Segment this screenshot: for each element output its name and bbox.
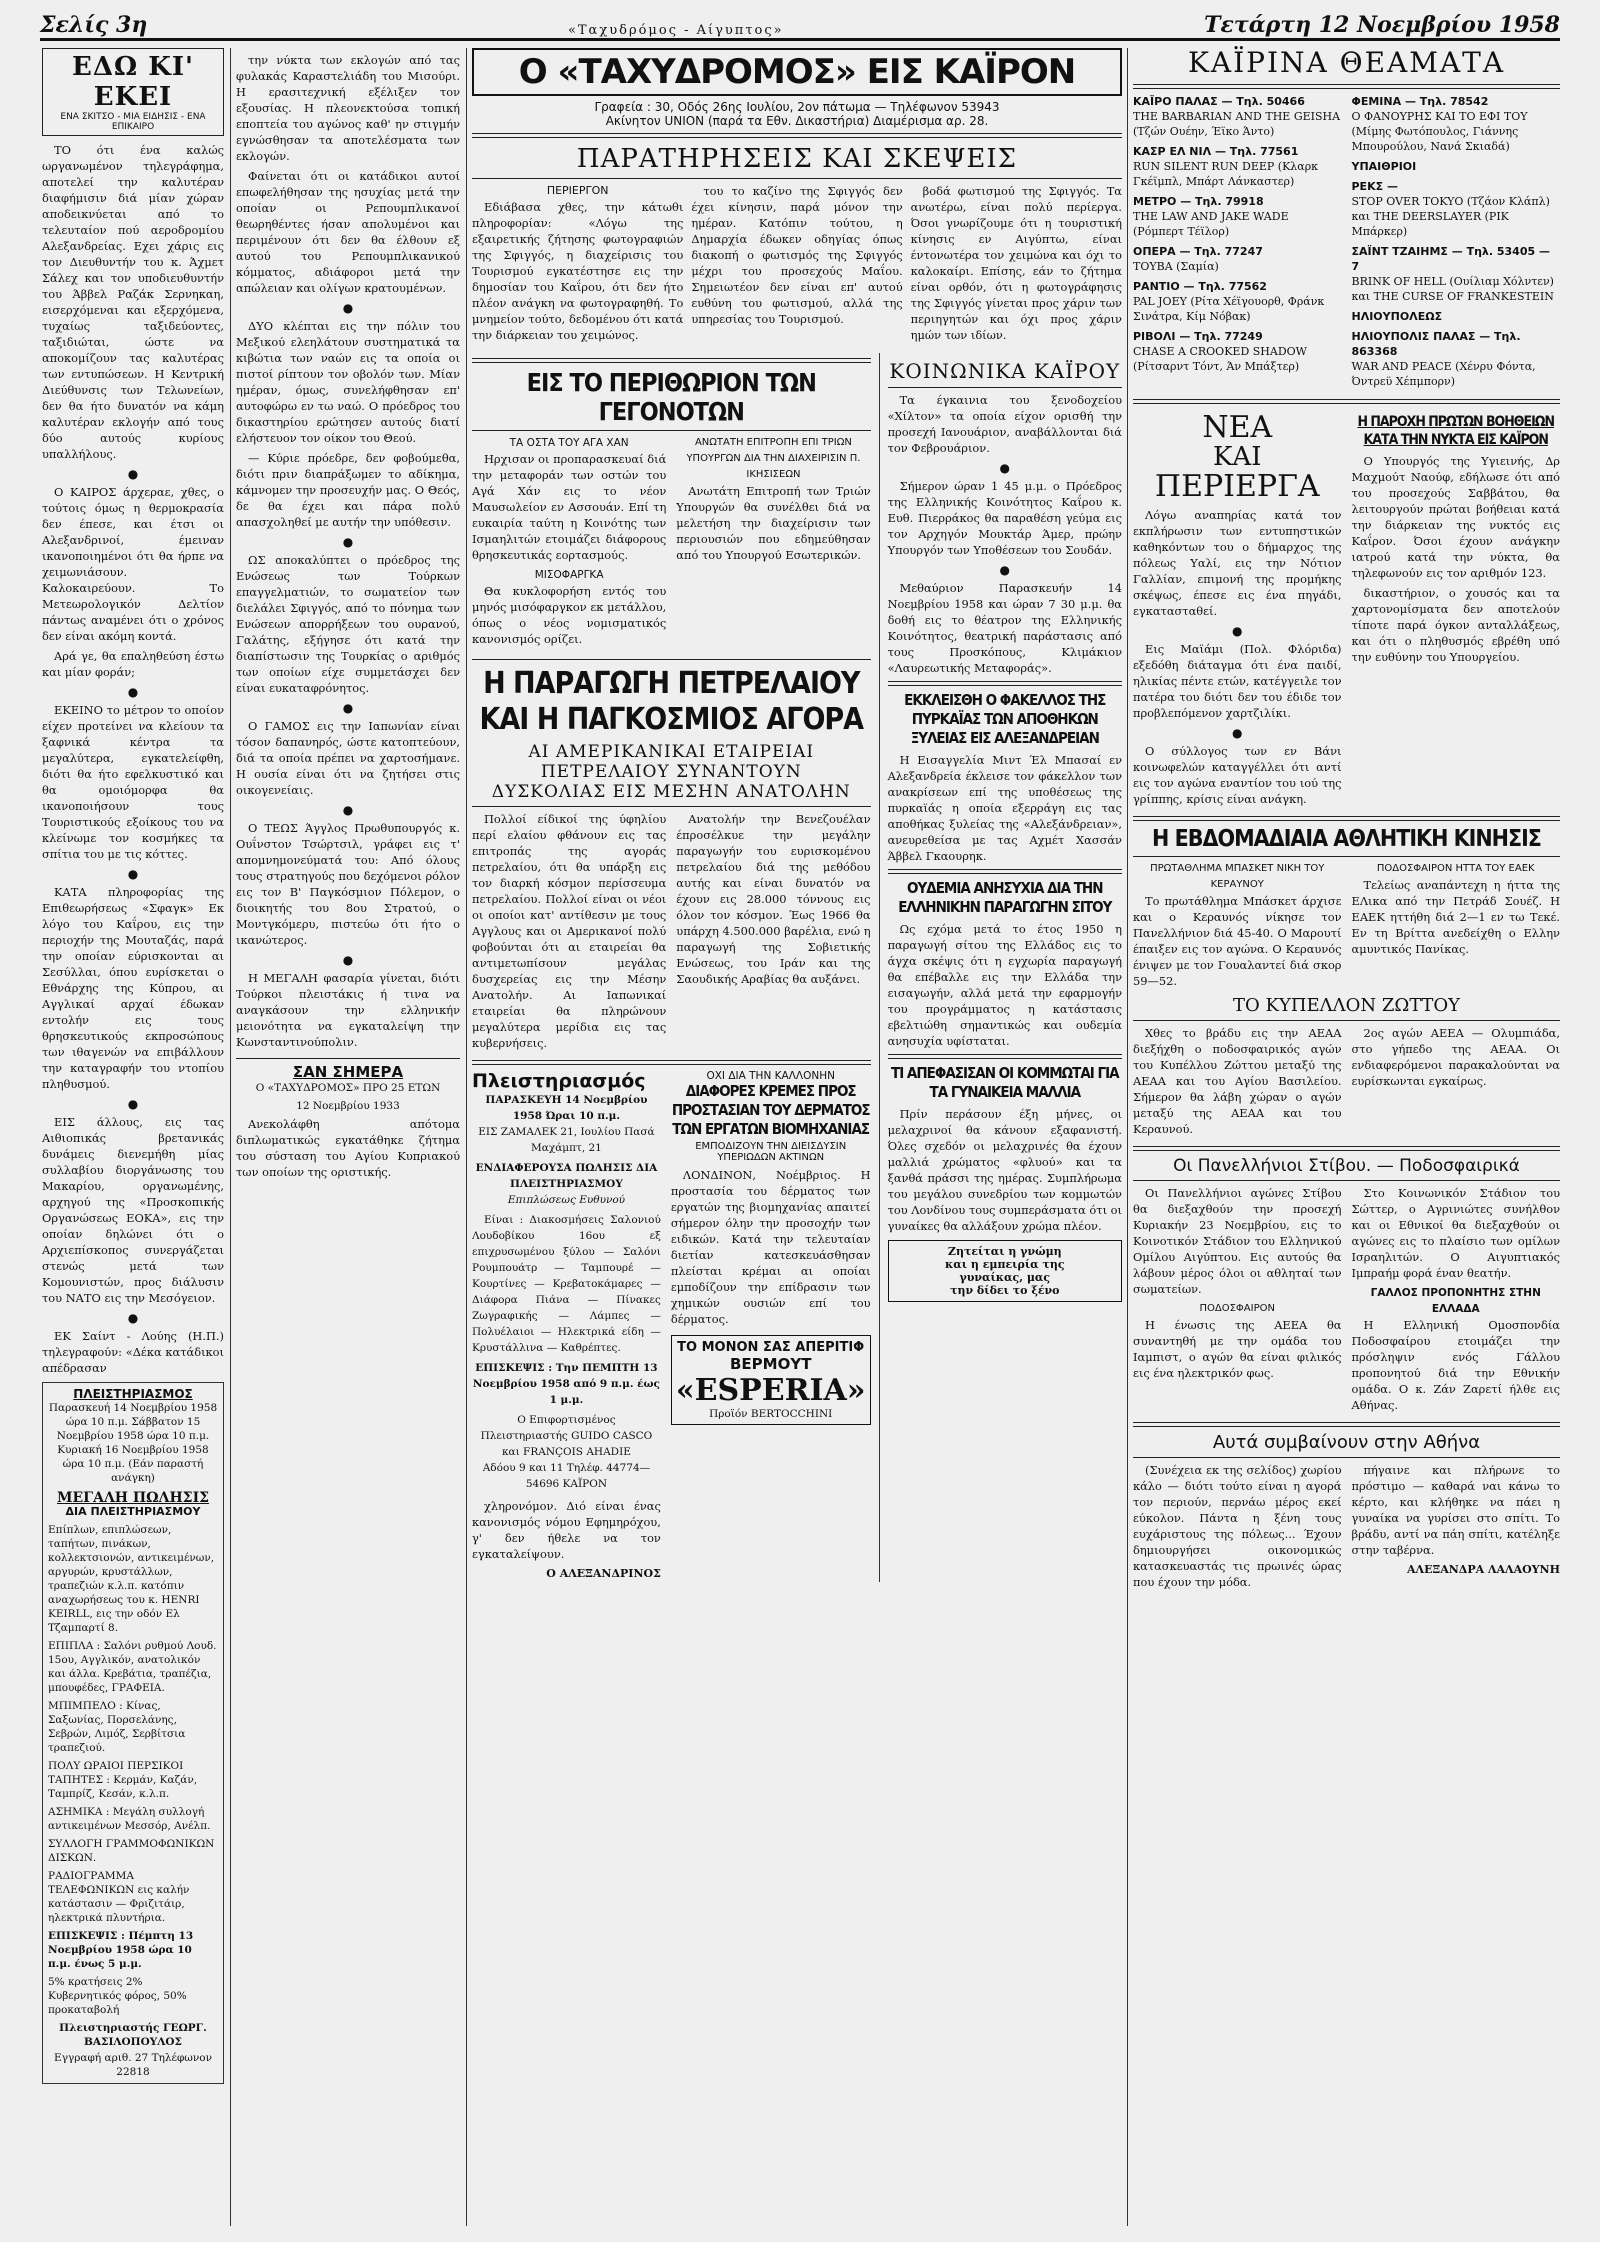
cinema-name: ΚΑΣΡ ΕΛ ΝΙΛ — Τηλ. 77561 [1133, 145, 1299, 158]
paragraph: του το καζίνο της Σφιγγός δεν έχει κίνησιν, παρά μόνον την ημέραν. Κατόπιν τούτου, η Δημαρχία έδωκεν οδηγίας όπως διακοπή ο φωτισμός της Σφιγγός μέχρι του προσεχούς Μαΐου. Σημειωτέον δεν είναι επ' αυτού ευθύνη του φωτισμού, αλλά της υπηρεσίας του Τουρισμού. [691, 184, 903, 326]
paragraph: ΚΑΤΑ πληροφορίας της Επιθεωρήσεως «Σφαγκ» Εκ λόγο του Καΐρου, εις την περιοχήν της Μουταζάς, παρά την οποίαν εύρισκονται αι Σεσύλλαι, όπου ευρίσκεται ο Εθνάρχης της Κύπρου, αι Αγγλικαί αρχαί έδωκαν εντολήν εις τους θρησκευτικούς εκπροσώπους των ιθαγενών να επιβάλλουν την καταγραφήν του ντοπίου πληθυσμού. [42, 885, 224, 1091]
paragraph: βοδά φωτισμού της Σφιγγός. Τα ανωτέρω, είναι πολύ περίεργα. Όσοι γνωρίζουμε ότι η τουριστική κίνησις εν Αιγύπτω, είναι έντονωτέρα τον χειμώνα και όχι το καλοκαίρι. Επίσης, εάν το ζήτημα είναι ορθόν, ότι η φωτογράφησις της Σφιγγός γίνεται προς χάριν των περιηγητών και όχι προς χάριν ημών των ιδίων. [910, 184, 1122, 342]
paragraph: Θα κυκλοφορήση εντός του μηνός μισόφαργκον εκ μετάλλου, όπως ο νέος νομισματικός κανονισμός ορίζει. [472, 584, 667, 646]
paragraph: Η ΜΕΓΑΛΗ φασαρία γίνεται, διότι Τούρκοι πλειστάκις ή τινα να αναγκάσουν την ελληνικήν μειονότητα να εγκαταλείψη την Κωνσταντινούπολιν. [236, 971, 460, 1049]
paragraph: Πολλοί είδικοί της ύφηλίου περί ελαίου φθάνουν εις τας επιτροπάς της αγοράς πετρελαίου, ότι θα υπάρξη εις τον διαρκή κόσμον περίσσευμα πετρελαίου. Πολλοί είναι οι νέοι οι οποίοι κατ' αντίθεσιν με τους Αγγλους και οι Αμερικανοί πολύ φοβούνται ότι αι εταιρείαι θα αντιμετωπίσουν μεγάλας δυσχερείας εις την Μέσην Ανατολήν. Αι Ιαπωνικαί εταιρείαι θα πληρώνουν μεγαλύτερα μερίδια εις τας κυβερνήσεις. [472, 812, 667, 1050]
cream-subhead: ΕΜΠΟΔΙΖΟΥΝ ΤΗΝ ΔΙΕΙΣΔΥΣΙΝ ΥΠΕΡΙΩΔΩΝ ΑΚΤΙΝΩΝ [695, 1141, 847, 1163]
oil-headline: Η ΠΑΡΑΓΩΓΗ ΠΕΤΡΕΛΑΙΟΥ ΚΑΙ Η ΠΑΓΚΟΣΜΙΟΣ ΑΓΟΡΑ [479, 666, 864, 737]
section-title: ΕΔΩ ΚΙ' ΕΚΕΙ [72, 52, 194, 112]
separator-star: ● [342, 803, 354, 817]
cinema-name: ΡΑΝΤΙΟ — Τηλ. 77562 [1133, 280, 1267, 293]
paragraph: Εις Μαϊάμι (Πολ. Φλόριδα) εξεδόθη διάταγμα ότι ένα παιδί, ηλικίας πέντε ετών, κατέγγειλε τον πατέρα του διότι δεν του έδιδε τον προβλεπόμενον χαρτζιλίκι. [1133, 642, 1342, 720]
ad-item: ΕΠΙΣΚΕΨΙΣ : Πέμπτη 13 Νοεμβρίου 1958 ώρα 10 π.μ. ένως 5 μ.μ. [48, 1930, 194, 1970]
separator-star: ● [342, 953, 354, 967]
hairdressers-headline: ΤΙ ΑΠΕΦΑΣΙΣΑΝ ΟΙ ΚΟΜΜΩΤΑΙ ΓΙΑ ΤΑ ΓΥΝΑΙΚΕΙΑ ΜΑΛΛΙΑ [891, 1064, 1119, 1101]
separator-star: ● [127, 867, 139, 881]
section-heading: ΠΑΡΑΤΗΡΗΣΕΙΣ ΚΑΙ ΣΚΕΨΕΙΣ [576, 144, 1018, 174]
section-heading: ΕΙΣ ΤΟ ΠΕΡΙΘΩΡΙΟΝ ΤΩΝ ΓΕΓΟΝΟΤΩΝ [526, 368, 816, 426]
separator-star: ● [127, 467, 139, 481]
cinema-name: ΗΛΙΟΥΠΟΛΕΩΣ [1351, 310, 1443, 323]
column-rule [466, 48, 467, 2226]
cinema-entry [1352, 244, 1561, 304]
paragraph: Αρά γε, θα επαληθεύση έστω και μίαν φοράν; [42, 649, 224, 679]
paragraph: δικαστήριον, ο χουσός και τα χαρτονομίσματα δεν αποτελούν τίποτε παρά όγκον ανταλλάξεως, και ότι ο πληθυσμός εβρέθη υπό την ευθύνην του Υπουργείου. [1351, 586, 1560, 664]
nea-title: ΚΑΙ [1213, 442, 1262, 472]
auction-subtitle: ΕΝΔΙΑΦΕΡΟΥΣΑ ΠΩΛΗΣΙΣ ΔΙΑ ΠΛΕΙΣΤΗΡΙΑΣΜΟΥ [475, 1162, 658, 1190]
paragraph: Πρίν περάσουν έξη μήνες, οι μελαχρινοί θα κάνουν εξαφανιστή. Όλες σχεδόν οι μελαχρινές θα έχουν μαλλιά χρώματος «φλυού» και τα ξανθά πράσσι της ημέρας. Συμπλήρωμα του μεγάλου συνεδρίου των κομμωτών του Λονδίνου τους συμπεράσματα ότι οι γυναίκες θα αλλάξουν χρώμα πλέον. [887, 1107, 1122, 1233]
cinema-film: ΤΟΥΒΑ (Σαμία) [1133, 260, 1219, 273]
paragraph: (Συνέχεια εκ της σελίδος) χωρίου κάλο — διότι τούτο είναι η αγορά τον περιούν, περνάω μέρος εκεί εύκολον. Πάντα η ξένη τους ευχάριστους της πόλεως... Έχουν δημιουργήσει οικονομικώς κατασκευαστάς τις πρωινές ώρας που έχουν την μόδα. [1133, 1463, 1342, 1589]
oil-subhead: ΑΙ ΑΜΕΡΙΚΑΝΙΚΑΙ ΕΤΑΙΡΕΙΑΙ [528, 742, 815, 762]
office-address: Ακίνητον UNION (παρά τα Εθν. Δικαστήρια) Διαμέρισμα αρ. 28. [605, 114, 989, 128]
nea-title: ΝΕΑ [1202, 410, 1273, 445]
san-simera-date: 12 Νοεμβρίου 1933 [296, 1100, 400, 1112]
cream-headline: ΔΙΑΦΟΡΕΣ ΚΡΕΜΕΣ ΠΡΟΣ ΠΡΟΣΤΑΣΙΑΝ ΤΟΥ ΔΕΡΜΑΤΟΣ ΤΩΝ ΕΡΓΑΤΩΝ ΒΙΟΜΗΧΑΝΙΑΣ [671, 1082, 870, 1138]
paragraph: πήγαινε και πλήρωνε το πρόστιμο — καθαρά ναι κάνω το κέρτο, και κλήθηκε να πάει η γυναίκα να γυρίσει στο σπίτι. Το βράδυ, αντί να πάη σπίτι, κατέληξε στην ταβέρνα. [1351, 1463, 1560, 1557]
paragraph: Η Ελληνική Ομοσπονδία Ποδοσφαίρου ετοιμάζει την πρόσληψιν ενός Γάλλου προπονητού διά την Εθνικήν ομάδα. Ο κ. Ζάν Ζαρετί ήλθε εις Αθήνας. [1351, 1318, 1560, 1412]
cinema-name: ΣΑΪΝΤ ΤΖΑΙΗΜΣ — Τηλ. 53405 — 7 [1351, 245, 1550, 273]
athens-headline: Αυτά συμβαίνουν στην Αθήνα [1212, 1432, 1481, 1453]
oil-subhead: ΠΕΤΡΕΛΑΙΟΥ ΣΥΝΑΝΤΟΥΝ [540, 762, 802, 782]
paragraph: Ο ΤΕΩΣ Άγγλος Πρωθυπουργός κ. Ουΐνστον Τσώρτσιλ, γράφει εις τ' απομνημονεύματά του: Από όλους τους στρατηγούς που δεχόμενοι ρόλον εις τον Β' Παγκόσμιον Πόλεμον, ο διοικητής του 8ου Στρατού, ο Μοντγκόμερυ, πιστεύω ότι ήτο ο ικανώτερος. [236, 821, 460, 947]
byline: Ο ΑΛΕΞΑΝΔΡΙΝΟΣ [546, 1567, 661, 1580]
ad-title: ΠΛΕΙΣΤΗΡΙΑΣΜΟΣ [73, 1387, 193, 1401]
ad-item: ΠΟΛΥ ΩΡΑΙΟΙ ΠΕΡΣΙΚΟΙ ΤΑΠΗΤΕΣ : Κερμάν, Καζάν, Ταμπρίζ, Κεσάν, κ.λ.π. [48, 1760, 198, 1800]
auction-date: ΠΑΡΑΣΚΕΥΗ 14 Νοεμβρίου 1958 Ώραι 10 π.μ. [485, 1094, 648, 1122]
paragraph: Ανωτάτη Επιτροπή των Τριών Υπουργών θα συνέλθει διά να μελετήση την διαχείρισιν των περιουσιών που εδημεύθησαν από του Υπουργού Εσωτερικών. [676, 484, 871, 562]
kicker: ΤΑ ΟΣΤΑ ΤΟΥ ΑΓΑ ΧΑΝ [509, 437, 629, 449]
kicker: ΠΟΔΟΣΦΑΙΡΟΝ [1199, 1303, 1275, 1314]
cinema-name: ΦΕΜΙΝΑ — Τηλ. 78542 [1351, 95, 1489, 108]
paragraph: ΕΙΣ άλλους, εις τας Αιθιοπικάς βρετανικάς δυνάμεις διενεμήθη μίας συλλαβίου διοργάνωσης του Μακαρίου, οργανωμένης, αρχηγού της «Προσκοπικής Οργανώσεως ΕΟΚΑ», εις την οποίαν δηλώνει ότι ο Αρχιεπίσκοπος συνεργάζεται στενώς μετά των Κομουνιστών, προς διάλυσιν του ΝΑΤΟ εις την Μεσόγειον. [42, 1115, 224, 1305]
divider [1133, 1457, 1560, 1458]
cinema-name: ΡΙΒΟΛΙ — Τηλ. 77249 [1133, 330, 1263, 343]
ad-item: Πλειστηριαστής ΓΕΩΡΓ. ΒΑΣΙΛΟΠΟΥΛΟΣ [59, 2022, 207, 2048]
separator-star: ● [1232, 726, 1243, 740]
san-simera-subtitle: Ο «ΤΑΧΥΔΡΟΜΟΣ» ΠΡΟ 25 ΕΤΩΝ [255, 1082, 441, 1094]
issue-date: Τετάρτη 12 Νοεμβρίου 1958 [1204, 12, 1560, 38]
divider [472, 178, 1122, 179]
separator-star: ● [127, 1097, 139, 1111]
social-title: ΚΟΙΝΩΝΙΚΑ ΚΑΪΡΟΥ [889, 359, 1121, 383]
paragraph: Μεθαύριον Παρασκευήν 14 Νοεμβρίου 1958 και ώραν 7 30 μ.μ. θα δοθή εις το θέατρον της Ελληνικής Κοινότητος, θεατρική παράστασις από τους Προσκόπους, Κλιμάκιον «Λαυρεωτικής Μεταφοράς». [887, 581, 1122, 675]
cinema-list-right [1352, 94, 1561, 394]
ad-item: 5% κρατήσεις 2% Κυβερνητικός φόρος, 50% προκαταβολή [48, 1976, 187, 2016]
cinema-film: BRINK OF HELL (Ουίλιαμ Χόλντεν) και THE CURSE OF FRANKESTEIN [1351, 275, 1554, 303]
cinema-entry [1352, 159, 1561, 174]
ad-item: ΣΥΛΛΟΓΗ ΓΡΑΜΜΟΦΩΝΙΚΩΝ ΔΙΣΚΩΝ. [48, 1838, 215, 1864]
promo-line: Ζητείται η γνώμη [947, 1245, 1062, 1258]
kicker: ΜΙΣΟΦΑΡΓΚΑ [534, 569, 604, 581]
ad-body: Επίπλων, επιπλώσεων, ταπήτων, πινάκων, κολλεκτσιονών, αντικειμένων, αργυρών, κρυστάλλων, τραπεζιών κ.λ.π. κατόπιν αναχωρήσεως του κ. HENRI KEIRLL, εις την οδόν Ελ Τζαμπαρτί 8. [48, 1524, 215, 1634]
paragraph: Είναι : Διακοσμήσεις Σαλονιού Λουδοβίκου 16ου εξ επιχρυσωμένου ξύλου — Σαλόνι Ρουμπουάτρ — Ταμπουρέ — Κουρτίνες — Κρεβατοκάμαρες — Διάφορα Πιάνα — Πίνακες Ζωγραφικής — Λάμπες — Πολυέλαιοι — Ηλεκτρικά είδη — Κρυστάλλινα — Καθρέπτες. [472, 1214, 661, 1354]
cinema-listings [1133, 94, 1560, 394]
cinema-entry [1133, 144, 1342, 189]
column-edo-ki-ekei [42, 44, 224, 2230]
separator-star: ● [999, 461, 1011, 475]
paragraph: Το πρωτάθλημα Μπάσκετ άρχισε και ο Κεραυνός νίκησε τον Πανελλήνιον διά 45-40. Ο Μαρουτί έπαιξεν εις τον αγώνα. Ο Κεραυνός ένιψεν με τον Γουαλαντεί διά σκορ 59—52. [1133, 894, 1342, 988]
esperia-tagline: ΤΟ ΜΟΝΟΝ ΣΑΣ ΑΠΕΡΙΤΙΦ [677, 1340, 865, 1355]
cinema-name: ΥΠΑΙΘΡΙΟΙ [1351, 160, 1417, 173]
kicker: ΓΑΛΛΟΣ ΠΡΟΠΟΝΗΤΗΣ ΣΤΗΝ ΕΛΛΑΔΑ [1370, 1287, 1541, 1315]
fire-headline: ΕΚΚΛΕΙΣΘΗ Ο ΦΑΚΕΛΛΟΣ ΤΗΣ ΠΥΡΚΑΪΑΣ ΤΩΝ ΑΠΟΘΗΚΩΝ ΞΥΛΕΙΑΣ ΕΙΣ ΑΛΕΞΑΝΔΡΕΙΑΝ [904, 691, 1106, 747]
wheat-headline: ΟΥΔΕΜΙΑ ΑΝΗΣΥΧΙΑ ΔΙΑ ΤΗΝ ΕΛΛΗΝΙΚΗΝ ΠΑΡΑΓΩΓΗΝ ΣΙΤΟΥ [898, 879, 1112, 916]
paragraph: Ηρχισαν οι προπαρασκευαί διά την μεταφοράν των οστών του Αγά Χάν εις το νέον Μαυσωλείον εν Ασσουάν. Επί τη ευκαιρία ταύτη η Κοινότης των Ισμαηλιτών ετοιμάζει διάφορους θρησκευτικάς εορτασμούς. [472, 452, 667, 562]
san-simera-title: ΣΑΝ ΣΗΜΕΡΑ [292, 1063, 404, 1081]
separator-star: ● [127, 685, 139, 699]
cinema-entry [1133, 279, 1342, 324]
divider [1133, 1020, 1560, 1021]
kairo-masthead: Ο «ΤΑΧΥΔΡΟΜΟΣ» ΕΙΣ ΚΑΪΡΟΝ [518, 52, 1076, 92]
cinema-entry [1133, 329, 1342, 374]
divider [472, 806, 871, 807]
paragraph: Ως εχόμα μετά το έτος 1950 η παραγωγή σίτου της Ελλάδος εις το άγχα σκέψις ότι η εγχωρία παραγωγή θα επέβαλλε εις την Ελλάδα την εισαγωγήν, αλλά μετά την εφαρμογήν του προγράμματος η κατάστασις εβελτιώθη σημαντικώς και ουδεμία ανησυχία υφίσταται. [887, 922, 1122, 1048]
edo-ki-ekei-header [42, 48, 224, 136]
paragraph: Χθες το βράδυ εις την ΑΕΑΑ διεξήχθη ο ποδοσφαιρικός αγών του Κυπέλλου Ζώττου μεταξύ της ΑΕΑΑ και του Αγίου Βασιλείου. Σήμερον θα λάβη χώραν ο αγών μεταξύ της ΑΕΑΑ και του Κεραυνού. [1133, 1026, 1342, 1136]
cinema-film: Ο ΦΑΝΟΥΡΗΣ ΚΑΙ ΤΟ ΕΦΙ ΤΟΥ (Μίμης Φωτόπουλος, Γιάννης Μπουρούλου, Νανά Σκιαδά) [1351, 110, 1528, 153]
paragraph: Τα έγκαινια του ξενοδοχείου «Χίλτον» τα οποία είχον ορισθή την προσεχή Ιανουάριον, αναβάλλονται διά τον Φεβρουάριον. [887, 393, 1122, 455]
ad-item: Εγγραφή αριθ. 27 Τηλέφωνον 22818 [54, 2052, 212, 2078]
divider [1133, 1180, 1560, 1181]
cinema-entry [1133, 244, 1342, 274]
ad-item: ΕΠΙΠΛΑ : Σαλόνι ρυθμού Λουδ. 15ου, Αγγλικόν, ανατολικόν και άλλα. Κρεβάτια, τραπέζια, μπουφέδες, ΓΡΑΦΕΙΑ. [48, 1640, 217, 1694]
auctioneer: Ο Επιφορτισμένος Πλειστηριαστής GUIDO CASCO και FRANÇOIS AHADIE [480, 1414, 653, 1458]
cinema-entry [1133, 94, 1342, 139]
esperia-maker: Προϊόν BERTOCCHINI [709, 1408, 833, 1420]
theatres-title: ΚΑΪΡΙΝΑ ΘΕΑΜΑΤΑ [1187, 46, 1506, 79]
column-rule [1127, 48, 1128, 2226]
divider [472, 430, 871, 431]
paragraph: Σήμερον ώραν 1 45 μ.μ. ο Πρόεδρος της Ελληνικής Κοινότητος Καΐρου κ. Ευθ. Πιερράκος θα παραθέση γεύμα εις τον Αρχηγόν Μουκτάρ Άμερ, πρώην Υπουργόν των Υποθέσεων του Σουδάν. [887, 479, 1122, 557]
paragraph: 2ος αγών ΑΕΕΑ — Ολυμπιάδα, στο γήπεδο της ΑΕΑΑ. Οι ενδιαφερόμενοι παρακαλούνται να ευρίσκωνται εγκαίρως. [1351, 1026, 1560, 1088]
paragraph: Ο ΓΑΜΟΣ εις την Ιαπωνίαν είναι τόσον δαπανηρός, ώστε κατοπτεύουν, διά τα οποία πρέπει να χαρτοσήμανε. Η ουσία είναι ότι να ζητήσει στις οικογενείαις. [236, 719, 460, 797]
auction-subtitle: Επιπλώσεως Ευθυνού [507, 1194, 626, 1206]
paragraph: Ο Υπουργός της Υγιεινής, Δρ Μαχμούτ Ναούφ, εδήλωσε ότι από του προσεχούς Σαββάτου, θα λειτουργούν πρώται βοήθειαι κατά την διάρκειαν της νυκτός εις Καΐρον. Όσοι έχουν ανάγκην ιατρού κατά την νύκτα, θα τηλεφωνούν εις τον αριθμόν 123. [1351, 454, 1560, 580]
byline: ΑΛΕΞΑΝΔΡΑ ΛΑΛΑΟΥΝΗ [1407, 1563, 1560, 1576]
auction-title: Πλειστηριασμός [472, 1070, 646, 1092]
auctioneer-phone: Αδόου 9 και 11 Τηλέφ. 44774—54696 ΚΑΪΡΟΝ [482, 1462, 651, 1490]
promo-line: την δίδει το ξένο [950, 1284, 1060, 1297]
auction-ad [42, 1382, 224, 2084]
esperia-ad [671, 1335, 871, 1425]
paragraph: Η Εισαγγελία Μιντ Έλ Μπασαί εν Αλεξανδρεία έκλεισε τον φάκελλον των ανακρίσεων επί της υποθέσεως της πυρκαϊάς η οποία εξερράγη εις τας αποθήκας ξυλείας της «Αλεξάνδρειαν», ανευρεθείσα με τας Αχμέτ Χασσάν Άββελ Γκαουρηκ. [887, 753, 1122, 863]
cinema-film: THE LAW AND JAKE WADE (Ρόμπερτ Τέϊλορ) [1133, 210, 1289, 238]
divider [888, 387, 1122, 388]
kicker: ΠΟΔΟΣΦΑΙΡΟΝ ΗΤΤΑ ΤΟΥ ΕΑΕΚ [1376, 863, 1535, 874]
divider [888, 869, 1122, 874]
paragraph: Οι Πανελλήνιοι αγώνες Στίβου θα διεξαχθούν την προσεχή Κυριακήν 23 Νοεμβρίου, εις το Κοινοτικόν Στάδιον του Ελληνικού Ομίλου Αιγύπτου. Εις αυτούς θα λάβουν μέρος όλοι οι αθληταί των σωματείων. [1133, 1186, 1342, 1296]
divider [472, 659, 871, 660]
divider [472, 133, 1122, 138]
promo-line: γυναίκας, μας [959, 1271, 1051, 1284]
cinema-entry [1352, 309, 1561, 324]
paragraph: — Κύριε πρόεδρε, δεν φοβούμεθα, διότι πριν διαπράξωμεν το αδίκημα, κάμνομεν την προσευχήν μας. Ο Θεός, δε θα έχει και πάρα πολύ απασχοληθεί με αυτήν την υπόθεσιν. [236, 451, 460, 529]
divider [1133, 399, 1560, 404]
san-simera-box [236, 1058, 460, 1180]
paragraph: Ανεκολάφθη απότομα διπλωματικώς εγκατάθηκε ζήτημα του σύσταση του Αγίου Κυπριακού των οποίων της οριστικής. [236, 1117, 460, 1179]
page-number: Σελίς 3η [40, 12, 148, 38]
paragraph: ΔΥΟ κλέπται εις την πόλιν του Μεξικού ελεηλάτουν συστηματικά τα κιβώτια των ναών εις τα οποία οι πιστοί ρίπτουν τον οβολόν των. Μίαν ημέραν, όμως, συνελήφθησαν επ' αυτοφώρω εν τω ναώ. Ο πρόεδρος του δικαστηρίου ερώτησεν αυτούς διατί ελήστευον τον οίκον του Θεού. [236, 319, 460, 445]
separator-star: ● [342, 701, 354, 715]
paragraph: Φαίνεται ότι οι κατάδικοι αυτοί επωφελήθησαν της ησυχίας μετά την οποίαν οι Ρεπουμπλικανοί θεωρηθέντες ήσαν απολυμένοι και περιμένουν ότι δεν θα έλθουν εξ αυτού του Ρεπουμπλικανικού κόμματος, αδιάφοροι μετά την απώλειαν και ολίγων κρατουμένων. [236, 169, 460, 295]
section-subtitle: ΕΝΑ ΣΚΙΤΣΟ - ΜΙΑ ΕΙΔΗΣΙΣ - ΕΝΑ ΕΠΙΚΑΙΡΟ [60, 112, 206, 132]
separator-star: ● [127, 1311, 139, 1325]
esperia-brand: «ESPERIA» [675, 1373, 866, 1408]
auction-address: ΕΙΣ ΖΑΜΑΛΕΚ 21, Ιουλίου Πασά Μαχάμπτ, 21 [478, 1126, 655, 1154]
paragraph: Λόγω αναπηρίας κατά τον εκπλήρωσιν των εντυπηστικών καθηκόντων του ο δήμαρχος της πόλεως Υαλί, εις την Νότιον Γαλλίαν, επιμονή της προμήκης σκέψως, έπεσε εις ένα πηγάδι, εγκατασταθεί. [1133, 508, 1342, 618]
paragraph: χληρονόμον. Διό είναι ένας κανονισμός νόμου Εφημηρόχου, γ' δεν ήθελε να τον εγκαταλείψουν. [472, 1499, 661, 1561]
cinema-entry [1352, 179, 1561, 239]
divider [1133, 1146, 1560, 1151]
divider [472, 358, 871, 363]
cinema-film: WAR AND PEACE (Χένρυ Φόντα, Όντρεϋ Χέπμπορν) [1351, 360, 1536, 388]
center-spread [472, 44, 1122, 2230]
column-two [236, 44, 460, 2230]
cinema-name: ΟΠΕΡΑ — Τηλ. 77247 [1133, 245, 1263, 258]
sports-headline: Η ΕΒΔΟΜΑΔΙΑΙΑ ΑΘΛΗΤΙΚΗ ΚΙΝΗΣΙΣ [1152, 826, 1541, 852]
running-masthead: «Ταχυδρόμος - Αίγυπτος» [567, 23, 784, 38]
paragraph: Στο Κοινωνικόν Στάδιον του Σώττερ, ο Αγρινιώτες συνήλθον και οι Εθνικοί θα διεξαχθούν οι αγώνες εις το πλαίσιο των ομίλων Ισραηλιτών. Ο Αιγυπτιακός Ιμπραήμ φορά έναν θεατήν. [1351, 1186, 1560, 1280]
cinema-entry [1133, 194, 1342, 239]
column-rule [879, 353, 880, 1582]
cinema-name: ΗΛΙΟΥΠΟΛΙΣ ΠΑΛΑΣ — Τηλ. 863368 [1351, 330, 1521, 358]
cinema-film: THE BARBARIAN AND THE GEISHA (Τζών Ουέην, Έϊκο Άντο) [1133, 110, 1341, 138]
paragraph: ΩΣ αποκαλύπτει ο πρόεδρος της Ενώσεως των Τούρκων επαγγελματιών, το σωματείον των διελάλει Σφιγγός, από το πόνημα των Ενώσεων απορρήξεων του ουρανού, Γαλάτης, εξήγησε ότι κατά την διαπίστωσιν της Τουρκίας ο αριθμός των οποίων είχε συμμετάσχει δεν είναι ευκαταφρόνητος. [236, 553, 460, 695]
cinema-film: CHASE A CROOKED SHADOW (Ρίτσαρντ Τόντ, Άν Μπάξτερ) [1133, 345, 1307, 373]
paragraph: ΤΟ ότι ένα καλώς ωργανωμένον τηλεγράφημα, αποτελεί την καλυτέραν διαφήμισιν διά μίαν χώραν αποδεικνύεται από το τελευταίον πού αεροδρομίου Αλεξανδρείας. Εχει χάρις εις τον Διευθυντήν του κ. Άχμετ Σάλεχ και τον υποδιευθυντήν του Άββελ Ραζάκ Σερνηκαη, εισερχόμεναι και εξερχόμενα, τυχαίως ταξιδεύοντες, ταξιδιώται, ώστε να αποκομίζουν τας καλυτέρας των εντυπώσεων. Η Κεντρική Διεύθυνσις των Τελωνείων, δεν θα ήτο δυνατόν να κάμη καλυτέραν εκλογήν από τους δύο αυτούς κυρίους υπαλλήλους. [42, 143, 224, 461]
separator-star: ● [1232, 624, 1243, 638]
divider [1133, 1422, 1560, 1427]
paragraph: Τελείως αναπάντεχη η ήττα της ΕΛικα από την Πετράδ Σουέζ. Η ΕΑΕΚ ηττήθη διά 2—1 εν τω Τεκέ. Εν τη Βρίττα ανεδείχθη ο Ελλην αμυντικός Πανίκας. [1351, 878, 1560, 956]
paragraph: Εδιάβασα χθες, την κάτωθι πληροφορίαν: «Λόγω της εξαιρετικής ζήτησης φωτογραφιών της Σφιγγός, η διαχείρισις του Τουρισμού εγκατέστησε εις την δημοσίαν του Καΐρου, ότι δεν ήτο πλέον ανάγκη να φωτογραφηθή. Το μνημείον τούτο, δεδομένου ότι κατά την διάρκειαν του χειμώνος. [472, 200, 684, 342]
auction-visit: ΕΠΙΣΚΕΨΙΣ : Την ΠΕΜΠΤΗ 13 Νοεμβρίου 1958 από 9 π.μ. έως 1 μ.μ. [472, 1362, 660, 1406]
office-address: Γραφεία : 30, Οδός 26ης Ιουλίου, 2ον πάτωμα — Τηλέφωνον 53943 [594, 100, 1000, 114]
kicker: ΟΧΙ ΔΙΑ ΤΗΝ ΚΑΛΛΟΝΗΝ [706, 1070, 835, 1082]
divider [1133, 84, 1560, 89]
kicker: ΠΕΡΙΕΡΓΟΝ [546, 184, 609, 197]
ad-body: Παρασκευή 14 Νοεμβρίου 1958 ώρα 10 π.μ. Σάββατον 15 Νοεμβρίου 1958 ώρα 10 π.μ. Κυριακή 16 Νοεμβρίου 1958 ώρα 10 π.μ. (Εάν παραστή ανάγκη) [48, 1402, 218, 1484]
cinema-name: ΜΕΤΡΟ — Τηλ. 79918 [1133, 195, 1264, 208]
page-header [40, 10, 1560, 41]
divider [1133, 816, 1560, 821]
ad-title: ΜΕΓΑΛΗ ΠΩΛΗΣΙΣ [56, 1490, 210, 1506]
paragraph: ΕΚ Σαίντ - Λούης (Η.Π.) τηλεγραφούν: «Δέκα κατάδικοι απέδρασαν [42, 1329, 224, 1375]
nea-title: ΠΕΡΙΕΡΓΑ [1154, 469, 1320, 504]
separator-star: ● [342, 301, 354, 315]
ad-item: ΑΣΗΜΙΚΑ : Μεγάλη συλλογή αντικειμένων Μεσσόρ, Ανέλπ. [48, 1806, 211, 1832]
paragraph: Ανατολήν την Βενεζουέλαν έπροσέλκυε την μεγάλην παραγωγήν του ευρισκομένου πετρελαίου διά της μεθόδου αυτής και είναι δυνατόν να έχουν εις 28.000 τόννους εις όλον τον κόσμον. Έως 1966 θα υπάρχη 4.500.000 βαρέλια, ενώ η παραγωγή της Σοβιετικής Ενώσεως, του Ιράν και της Σαουδικής Αραβίας θα αυξάνει. [676, 812, 871, 986]
promo-line: και η εμπειρία της [945, 1258, 1065, 1271]
right-section [1133, 44, 1560, 2230]
promo-box [888, 1240, 1122, 1302]
kairo-masthead-box [472, 48, 1122, 96]
cinema-film: RUN SILENT RUN DEEP (Κλαρκ Γκέϊμπλ, Μπάρτ Λάνκαστερ) [1133, 160, 1319, 188]
cinema-entry [1352, 94, 1561, 154]
esperia-product: ΒΕΡΜΟΥΤ [729, 1355, 812, 1373]
panhellenic-headline: Οι Πανελλήνιοι Στίβου. — Ποδοσφαιρικά [1173, 1156, 1520, 1176]
ad-item: ΜΠΙΜΠΕΛΟ : Κίνας, Σαξωνίας, Πορσελάνης, Σεβρών, Λιμόζ, Σερβίτσια τραπεζιού. [48, 1700, 186, 1754]
cinema-entry [1352, 329, 1561, 389]
first-aid-headline: Η ΠΑΡΟΧΗ ΠΡΩΤΩΝ ΒΟΗΘΕΙΩΝ ΚΑΤΑ ΤΗΝ ΝΥΚΤΑ ΕΙΣ ΚΑΪΡΟΝ [1357, 414, 1555, 448]
column-rule [230, 48, 231, 2226]
ad-subtitle: ΔΙΑ ΠΛΕΙΣΤΗΡΙΑΣΜΟΥ [65, 1505, 201, 1518]
cinema-name: ΡΕΚΣ — [1351, 180, 1398, 193]
separator-star: ● [342, 535, 354, 549]
kicker: ΑΝΩΤΑΤΗ ΕΠΙΤΡΟΠΗ ΕΠΙ ΤΡΙΩΝ ΥΠΟΥΡΓΩΝ ΔΙΑ ΤΗΝ ΔΙΑΧΕΙΡΙΣΙΝ Π. ΙΚΗΣΙΣΕΩΝ [686, 437, 861, 480]
divider [888, 1054, 1122, 1059]
cinema-name: ΚΑΪΡΟ ΠΑΛΑΣ — Τηλ. 50466 [1133, 95, 1305, 108]
ad-item: ΡΑΔΙΟΓΡΑΜΜΑ ΤΕΛΕΦΩΝΙΚΩΝ εις καλήν κατάστασιν — Φριζιτάιρ, ηλεκτρικά πλυντήρια. [48, 1870, 190, 1924]
cinema-film: STOP OVER TOKYO (Τζάον Κλάπλ) και THE DEERSLAYER (ΡΙΚ Μπάρκερ) [1351, 195, 1550, 238]
paragraph: Η ένωσις της ΑΕΕΑ θα συναντηθή με την ομάδα του Ιαμπιστ, ο αγών θα είναι φιλικός εις ένα ηλεκτρικόν φως. [1133, 1318, 1342, 1380]
paragraph: Ο ΚΑΙΡΟΣ άρχεραε, χθες, ο τούτοις όμως η θερμοκρασία δεν έπεσε, και έτσι οι Αλεξανδρινοί, έμειναν ικανοποιημένοι ότι θα ήρπε να χειμωνιάσουν. Καλοκαιρεύουν. Το Μετεωρολογικόν Δελτίον πάντως αναμένει ότι ο χρόνος δεν είναι ακόμη κοντά. [42, 485, 224, 643]
separator-star: ● [999, 563, 1011, 577]
kicker: ΠΡΩΤΑΘΛΗΜΑ ΜΠΑΣΚΕΤ ΝΙΚΗ ΤΟΥ ΚΕΡΑΥΝΟΥ [1150, 863, 1325, 890]
cinema-list-left [1133, 94, 1342, 394]
cup-headline: ΤΟ ΚΥΠΕΛΛΟΝ ΖΩΤΤΟΥ [1233, 995, 1460, 1016]
divider [1133, 856, 1560, 857]
oil-subhead: ΔΥΣΚΟΛΙΑΣ ΕΙΣ ΜΕΣΗΝ ΑΝΑΤΟΛΗΝ [491, 782, 851, 802]
cinema-film: PAL JOEY (Ρίτα Χέϊγουορθ, Φράνκ Σινάτρα, Κίμ Νόβακ) [1133, 295, 1325, 323]
divider [472, 1060, 871, 1065]
paragraph: ΛΟΝΔΙΝΟΝ, Νοέμβριος. Η προστασία του δέρματος των εργατών της βιομηχανίας απαιτεί σήμερον όλην την προσοχήν των ειδικών. Κατά την τελευταίαν διετίαν κατεσκευάσθησαν πλείσται κρέμαι αι οποίαι εμποδίζουν την επίδρασιν των χημικών ουσιών επί του δέρματος. [670, 1168, 871, 1326]
divider [888, 681, 1122, 686]
paragraph: ΕΚΕΙΝΟ το μέτρον το οποίον είχεν προτείνει να κλείουν τα ξαφνικά κέντρα τα μεγαλύτερα, εγκατελείφθη, διότι θα ήτο εφελκυστικό και θα ομοιόμορφα θα ικανοποιήσουν τους Τουριστικούς εξοίκους του να κλείνωμε τον κοσμήκες τα σπίτια του με τις κόττες. [42, 703, 224, 861]
paragraph: Ο σύλλογος των εν Βάνι κοινωφελών καταγγέλλει ότι αντί εις τον αγώνα εναντίον του ιού της γρίππης, κρίσις είναι ανάγκη. [1133, 744, 1342, 806]
paragraph: την νύκτα των εκλογών από τας φυλακάς Καραστελιάδη του Μισούρι. Η ερασιτεχνική εξέλιξεν τον εξουσίας. Η πλεονεκτούσα τοπική εποπτεία του αγώνος καθ' ην στιγμήν εγνώσθησαν τα αποτελέσματα των εκλογών. [236, 53, 460, 163]
